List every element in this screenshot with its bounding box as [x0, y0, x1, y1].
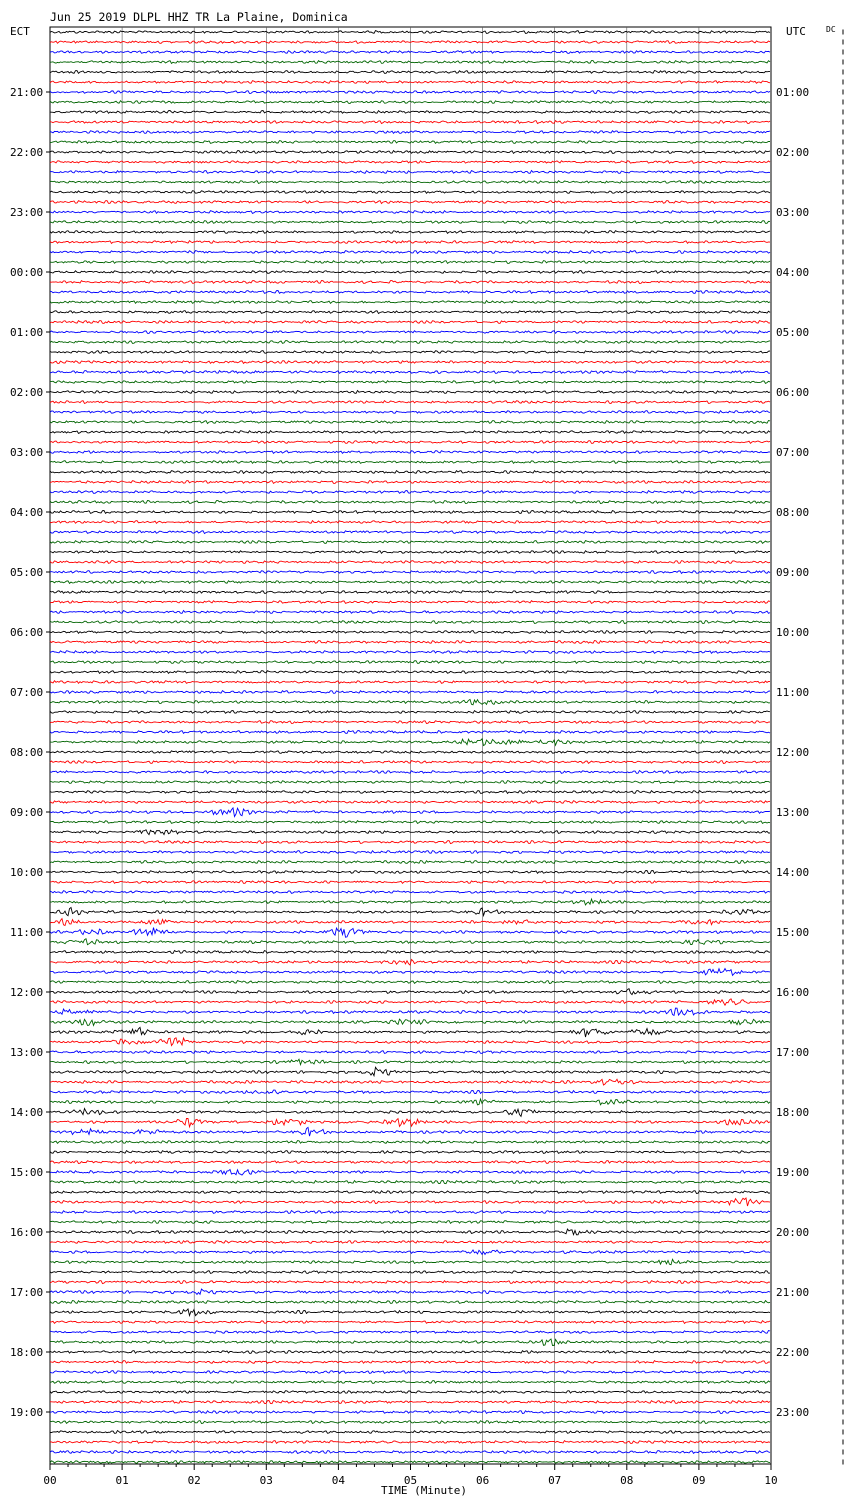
trace-line	[50, 1371, 770, 1374]
trace-line	[50, 1127, 770, 1136]
trace-line	[50, 1411, 770, 1414]
x-tick-label: 04	[331, 1474, 346, 1487]
trace-line	[50, 871, 770, 874]
corner-label: DC	[826, 25, 836, 34]
trace-line	[50, 1099, 770, 1105]
trace-line	[50, 271, 770, 274]
right-hour-label: 17:00	[776, 1046, 810, 1059]
trace-line	[50, 501, 770, 504]
left-hour-label: 01:00	[10, 326, 44, 339]
right-hour-label: 11:00	[776, 686, 810, 699]
trace-line	[50, 51, 770, 54]
trace-line	[50, 631, 770, 634]
chart-title: Jun 25 2019 DLPL HHZ TR La Plaine, Dominica	[50, 10, 348, 24]
left-hour-label: 03:00	[10, 446, 44, 459]
trace-line	[50, 481, 770, 484]
left-hour-label: 19:00	[10, 1406, 44, 1419]
trace-line	[50, 1141, 770, 1144]
trace-line	[50, 411, 770, 414]
trace-line	[50, 999, 770, 1005]
right-hour-label: 08:00	[776, 506, 810, 519]
trace-line	[50, 891, 770, 894]
trace-line	[50, 391, 770, 394]
left-hour-label: 16:00	[10, 1226, 44, 1239]
trace-line	[50, 551, 770, 554]
trace-line	[50, 969, 770, 976]
trace-line	[50, 1441, 770, 1444]
trace-line	[50, 361, 770, 364]
trace-line	[50, 461, 770, 464]
trace-line	[50, 561, 770, 564]
trace-line	[50, 939, 770, 945]
trace-line	[50, 1281, 770, 1284]
trace-line	[50, 1351, 770, 1354]
right-hour-label: 04:00	[776, 266, 810, 279]
right-hour-label: 14:00	[776, 866, 810, 879]
trace-line	[50, 771, 770, 774]
trace-line	[50, 671, 770, 674]
trace-line	[50, 101, 770, 104]
trace-line	[50, 1421, 770, 1424]
left-hour-label: 21:00	[10, 86, 44, 99]
trace-line	[50, 1431, 770, 1434]
trace-line	[50, 721, 770, 724]
trace-line	[50, 61, 770, 64]
right-hour-label: 01:00	[776, 86, 810, 99]
trace-line	[50, 1151, 770, 1154]
trace-line	[50, 41, 770, 44]
right-hour-label: 20:00	[776, 1226, 810, 1239]
trace-line	[50, 261, 770, 264]
trace-line	[50, 1461, 770, 1464]
left-hour-label: 10:00	[10, 866, 44, 879]
trace-line	[50, 401, 770, 404]
trace-line	[50, 151, 770, 154]
right-hour-label: 05:00	[776, 326, 810, 339]
trace-line	[50, 1241, 770, 1244]
left-hour-label: 18:00	[10, 1346, 44, 1359]
right-axis-label: UTC	[786, 25, 806, 38]
trace-line	[50, 1079, 770, 1085]
trace-line	[50, 201, 770, 204]
trace-line	[50, 311, 770, 314]
trace-line	[50, 1211, 770, 1214]
x-tick-label: 10	[764, 1474, 778, 1487]
right-hour-labels	[776, 86, 809, 1419]
trace-line	[50, 1259, 770, 1264]
right-hour-label: 02:00	[776, 146, 810, 159]
trace-line	[50, 1019, 770, 1025]
trace-line	[50, 761, 770, 764]
right-hour-label: 09:00	[776, 566, 810, 579]
x-axis-label: TIME (Minute)	[380, 1484, 468, 1497]
trace-line	[50, 451, 770, 454]
trace-line	[50, 341, 770, 344]
left-hour-label: 06:00	[10, 626, 44, 639]
trace-line	[50, 1067, 770, 1075]
trace-line	[50, 251, 770, 254]
trace-line	[50, 121, 770, 124]
trace-line	[50, 1361, 770, 1364]
trace-line	[50, 1198, 770, 1206]
trace-line	[50, 711, 770, 714]
left-axis-label: ECT	[10, 25, 30, 38]
trace-line	[50, 601, 770, 604]
left-hour-label: 13:00	[10, 1046, 44, 1059]
trace-line	[50, 731, 770, 734]
trace-line	[50, 928, 770, 938]
trace-line	[50, 908, 770, 916]
trace-line	[50, 621, 770, 624]
trace-line	[50, 31, 770, 34]
trace-line	[50, 571, 770, 574]
trace-line	[50, 651, 770, 654]
right-hour-label: 13:00	[776, 806, 810, 819]
trace-line	[50, 521, 770, 524]
left-hour-label: 14:00	[10, 1106, 44, 1119]
trace-line	[50, 981, 770, 984]
trace-line	[50, 1331, 770, 1334]
left-hour-label: 15:00	[10, 1166, 44, 1179]
right-hour-label: 19:00	[776, 1166, 810, 1179]
x-tick-label: 00	[43, 1474, 57, 1487]
trace-line	[50, 851, 770, 854]
right-hour-label: 15:00	[776, 926, 810, 939]
trace-line	[50, 371, 770, 374]
trace-line	[50, 1119, 770, 1127]
trace-line	[50, 491, 770, 494]
right-hour-label: 23:00	[776, 1406, 810, 1419]
trace-line	[50, 381, 770, 384]
trace-line	[50, 591, 770, 594]
trace-line	[50, 781, 770, 784]
x-tick-label: 09	[692, 1474, 706, 1487]
trace-line	[50, 81, 770, 84]
trace-line	[50, 241, 770, 244]
trace-line	[50, 1401, 770, 1404]
trace-line	[50, 1008, 770, 1015]
trace-line	[50, 1381, 770, 1384]
left-hour-label: 17:00	[10, 1286, 44, 1299]
trace-line	[50, 951, 770, 954]
trace-group	[50, 31, 770, 1464]
trace-line	[50, 1451, 770, 1454]
trace-line	[50, 181, 770, 184]
trace-line	[50, 830, 770, 835]
trace-line	[50, 801, 770, 804]
trace-line	[50, 351, 770, 354]
trace-line	[50, 221, 770, 224]
trace-line	[50, 191, 770, 194]
trace-line	[50, 1339, 770, 1346]
trace-line	[50, 71, 770, 74]
trace-line	[50, 1221, 770, 1224]
trace-line	[50, 531, 770, 534]
right-hour-label: 03:00	[776, 206, 810, 219]
trace-line	[50, 421, 770, 424]
x-tick-label: 08	[620, 1474, 634, 1487]
left-hour-label: 23:00	[10, 206, 44, 219]
left-hour-label: 07:00	[10, 686, 44, 699]
trace-line	[50, 1391, 770, 1394]
trace-line	[50, 331, 770, 334]
right-hour-label: 12:00	[776, 746, 810, 759]
trace-line	[50, 291, 770, 294]
right-hour-label: 22:00	[776, 1346, 810, 1359]
x-tick-label: 05	[403, 1474, 418, 1487]
trace-line	[50, 960, 770, 966]
trace-line	[50, 641, 770, 644]
trace-line	[50, 821, 770, 824]
left-hour-label: 22:00	[10, 146, 44, 159]
x-tick-label: 07	[548, 1474, 562, 1487]
trace-line	[50, 841, 770, 844]
trace-line	[50, 808, 770, 817]
trace-line	[50, 1109, 770, 1117]
trace-line	[50, 611, 770, 614]
trace-line	[50, 1170, 770, 1176]
trace-line	[50, 681, 770, 684]
trace-line	[50, 141, 770, 144]
trace-line	[50, 1229, 770, 1235]
trace-line	[50, 791, 770, 794]
left-hour-label: 12:00	[10, 986, 44, 999]
trace-line	[50, 1027, 770, 1037]
trace-line	[50, 1321, 770, 1324]
x-tick-label: 06	[475, 1474, 490, 1487]
trace-line	[50, 1090, 770, 1094]
trace-line	[50, 281, 770, 284]
trace-line	[50, 919, 770, 926]
trace-line	[50, 1181, 770, 1184]
trace-line	[50, 441, 770, 444]
x-tick-label: 02	[187, 1474, 201, 1487]
trace-line	[50, 211, 770, 214]
trace-line	[50, 1289, 770, 1294]
trace-line	[50, 1191, 770, 1194]
trace-line	[50, 161, 770, 164]
right-hour-label: 07:00	[776, 446, 810, 459]
trace-line	[50, 699, 770, 704]
trace-line	[50, 91, 770, 94]
trace-line	[50, 989, 770, 995]
left-hour-label: 09:00	[10, 806, 44, 819]
left-hour-label: 11:00	[10, 926, 44, 939]
trace-line	[50, 131, 770, 134]
trace-line	[50, 471, 770, 474]
trace-line	[50, 301, 770, 304]
trace-line	[50, 321, 770, 324]
right-hour-label: 10:00	[776, 626, 810, 639]
left-hour-label: 05:00	[10, 566, 44, 579]
right-hour-label: 06:00	[776, 386, 810, 399]
trace-line	[50, 1309, 770, 1316]
trace-line	[50, 751, 770, 754]
trace-line	[50, 739, 770, 746]
right-hour-label: 18:00	[776, 1106, 810, 1119]
trace-line	[50, 691, 770, 694]
trace-line	[50, 541, 770, 544]
left-hour-label: 04:00	[10, 506, 44, 519]
trace-line	[50, 881, 770, 884]
trace-line	[50, 1051, 770, 1054]
left-hour-labels	[10, 86, 50, 1419]
trace-line	[50, 1161, 770, 1164]
trace-line	[50, 111, 770, 114]
left-hour-label: 00:00	[10, 266, 44, 279]
trace-line	[50, 231, 770, 234]
x-tick-label: 03	[259, 1474, 273, 1487]
trace-line	[50, 511, 770, 514]
trace-line	[50, 581, 770, 584]
x-tick-label: 01	[115, 1474, 129, 1487]
trace-line	[50, 861, 770, 864]
trace-line	[50, 171, 770, 174]
right-hour-label: 21:00	[776, 1286, 810, 1299]
right-hour-label: 16:00	[776, 986, 810, 999]
trace-line	[50, 1271, 770, 1274]
trace-line	[50, 899, 770, 905]
trace-line	[50, 1059, 770, 1064]
left-hour-label: 08:00	[10, 746, 44, 759]
trace-line	[50, 1301, 770, 1304]
left-hour-label: 02:00	[10, 386, 44, 399]
trace-line	[50, 661, 770, 664]
trace-line	[50, 1250, 770, 1254]
trace-line	[50, 1038, 770, 1046]
trace-line	[50, 431, 770, 434]
